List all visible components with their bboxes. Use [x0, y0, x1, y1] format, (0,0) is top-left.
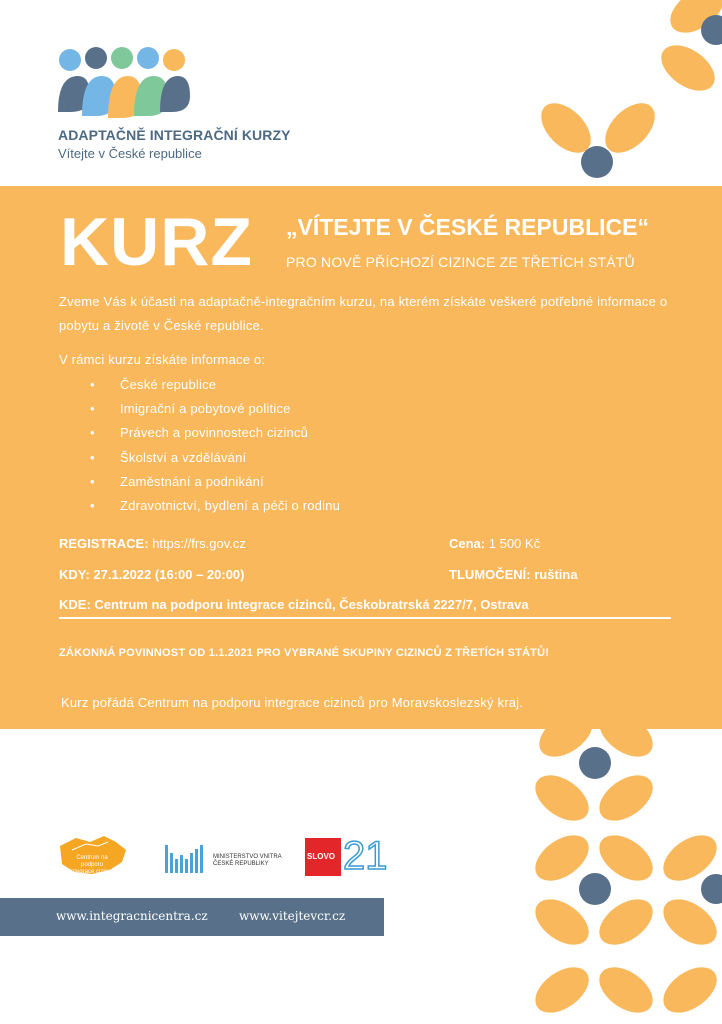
where-row: [59, 597, 529, 612]
divider: [59, 617, 671, 619]
list-item: • Zaměstnání a podnikání: [90, 470, 340, 494]
price-row: [449, 536, 540, 551]
logo-subtitle: Vítejte v České republice: [58, 146, 202, 161]
slovo-text: SLOVO: [307, 852, 336, 861]
centrum-line1: Centrum na podporu: [76, 855, 108, 868]
ministry-logo: [165, 843, 295, 877]
price-value: 1 500 Kč: [488, 536, 541, 551]
price-label: Cena:: [449, 536, 486, 551]
registration-row: [59, 536, 246, 551]
interpret-value: ruština: [534, 567, 578, 582]
list-item: • Imigrační a pobytové politice: [90, 397, 340, 421]
ministry-line1: MINISTERSTVO VNITRA: [213, 854, 282, 860]
list-item: • Zdravotnictví, bydlení a péči o rodinu: [90, 494, 340, 518]
ministry-emblem-icon: [165, 843, 207, 875]
registration-label: REGISTRACE:: [59, 536, 149, 551]
footer-link-integracnicentra[interactable]: www.integracnicentra.cz: [56, 909, 208, 923]
list-item: • Školství a vzdělávání: [90, 446, 340, 470]
legal-notice: ZÁKONNÁ POVINNOST OD 1.1.2021 PRO VYBRANÉ SKUPINY CIZINCŮ Z TŘETÍCH STÁTŮ!: [59, 647, 550, 659]
where-value: Centrum na podporu integrace cizinců, Českobratrská 2227/7, Ostrava: [94, 597, 529, 612]
topics-heading: V rámci kurzu získáte informace o:: [59, 352, 266, 367]
course-subtitle: PRO NOVĚ PŘÍCHOZÍ CIZINCE ZE TŘETÍCH STÁTŮ: [286, 254, 635, 270]
people-logo-icon: [56, 46, 192, 120]
registration-link[interactable]: https://frs.gov.cz: [152, 536, 246, 551]
centrum-line2: integrace cizinců: [69, 869, 115, 875]
topics-list: [90, 373, 340, 518]
where-label: KDE:: [59, 597, 91, 612]
intro-paragraph: Zveme Vás k účasti na adaptačně-integračním kurzu, na kterém získáte veškeré potřebné informace o pobytu a životě v České republice.: [59, 294, 668, 333]
centrum-logo: [54, 828, 131, 880]
footer-link-vitejtevcr[interactable]: www.vitejtevcr.cz: [239, 909, 346, 923]
slovo21-logo: [305, 834, 388, 878]
course-title: „VÍTEJTE V ČESKÉ REPUBLICE“: [286, 214, 649, 240]
list-item: • Právech a povinnostech cizinců: [90, 421, 340, 445]
when-value: 27.1.2022 (16:00 – 20:00): [93, 567, 245, 582]
organizer-text: Kurz pořádá Centrum na podporu integrace cizinců pro Moravskoslezský kraj.: [61, 695, 524, 710]
when-label: KDY:: [59, 567, 90, 582]
interpret-row: [449, 567, 578, 582]
ministry-line2: ČESKÉ REPUBLIKY: [213, 861, 269, 867]
slovo-number: 21: [343, 834, 388, 878]
interpret-label: TLUMOČENÍ:: [449, 567, 531, 582]
when-row: [59, 567, 245, 582]
logo-title: ADAPTAČNĚ INTEGRAČNÍ KURZY: [58, 127, 291, 143]
kurz-heading: KURZ: [60, 204, 253, 280]
list-item: • České republice: [90, 373, 340, 397]
